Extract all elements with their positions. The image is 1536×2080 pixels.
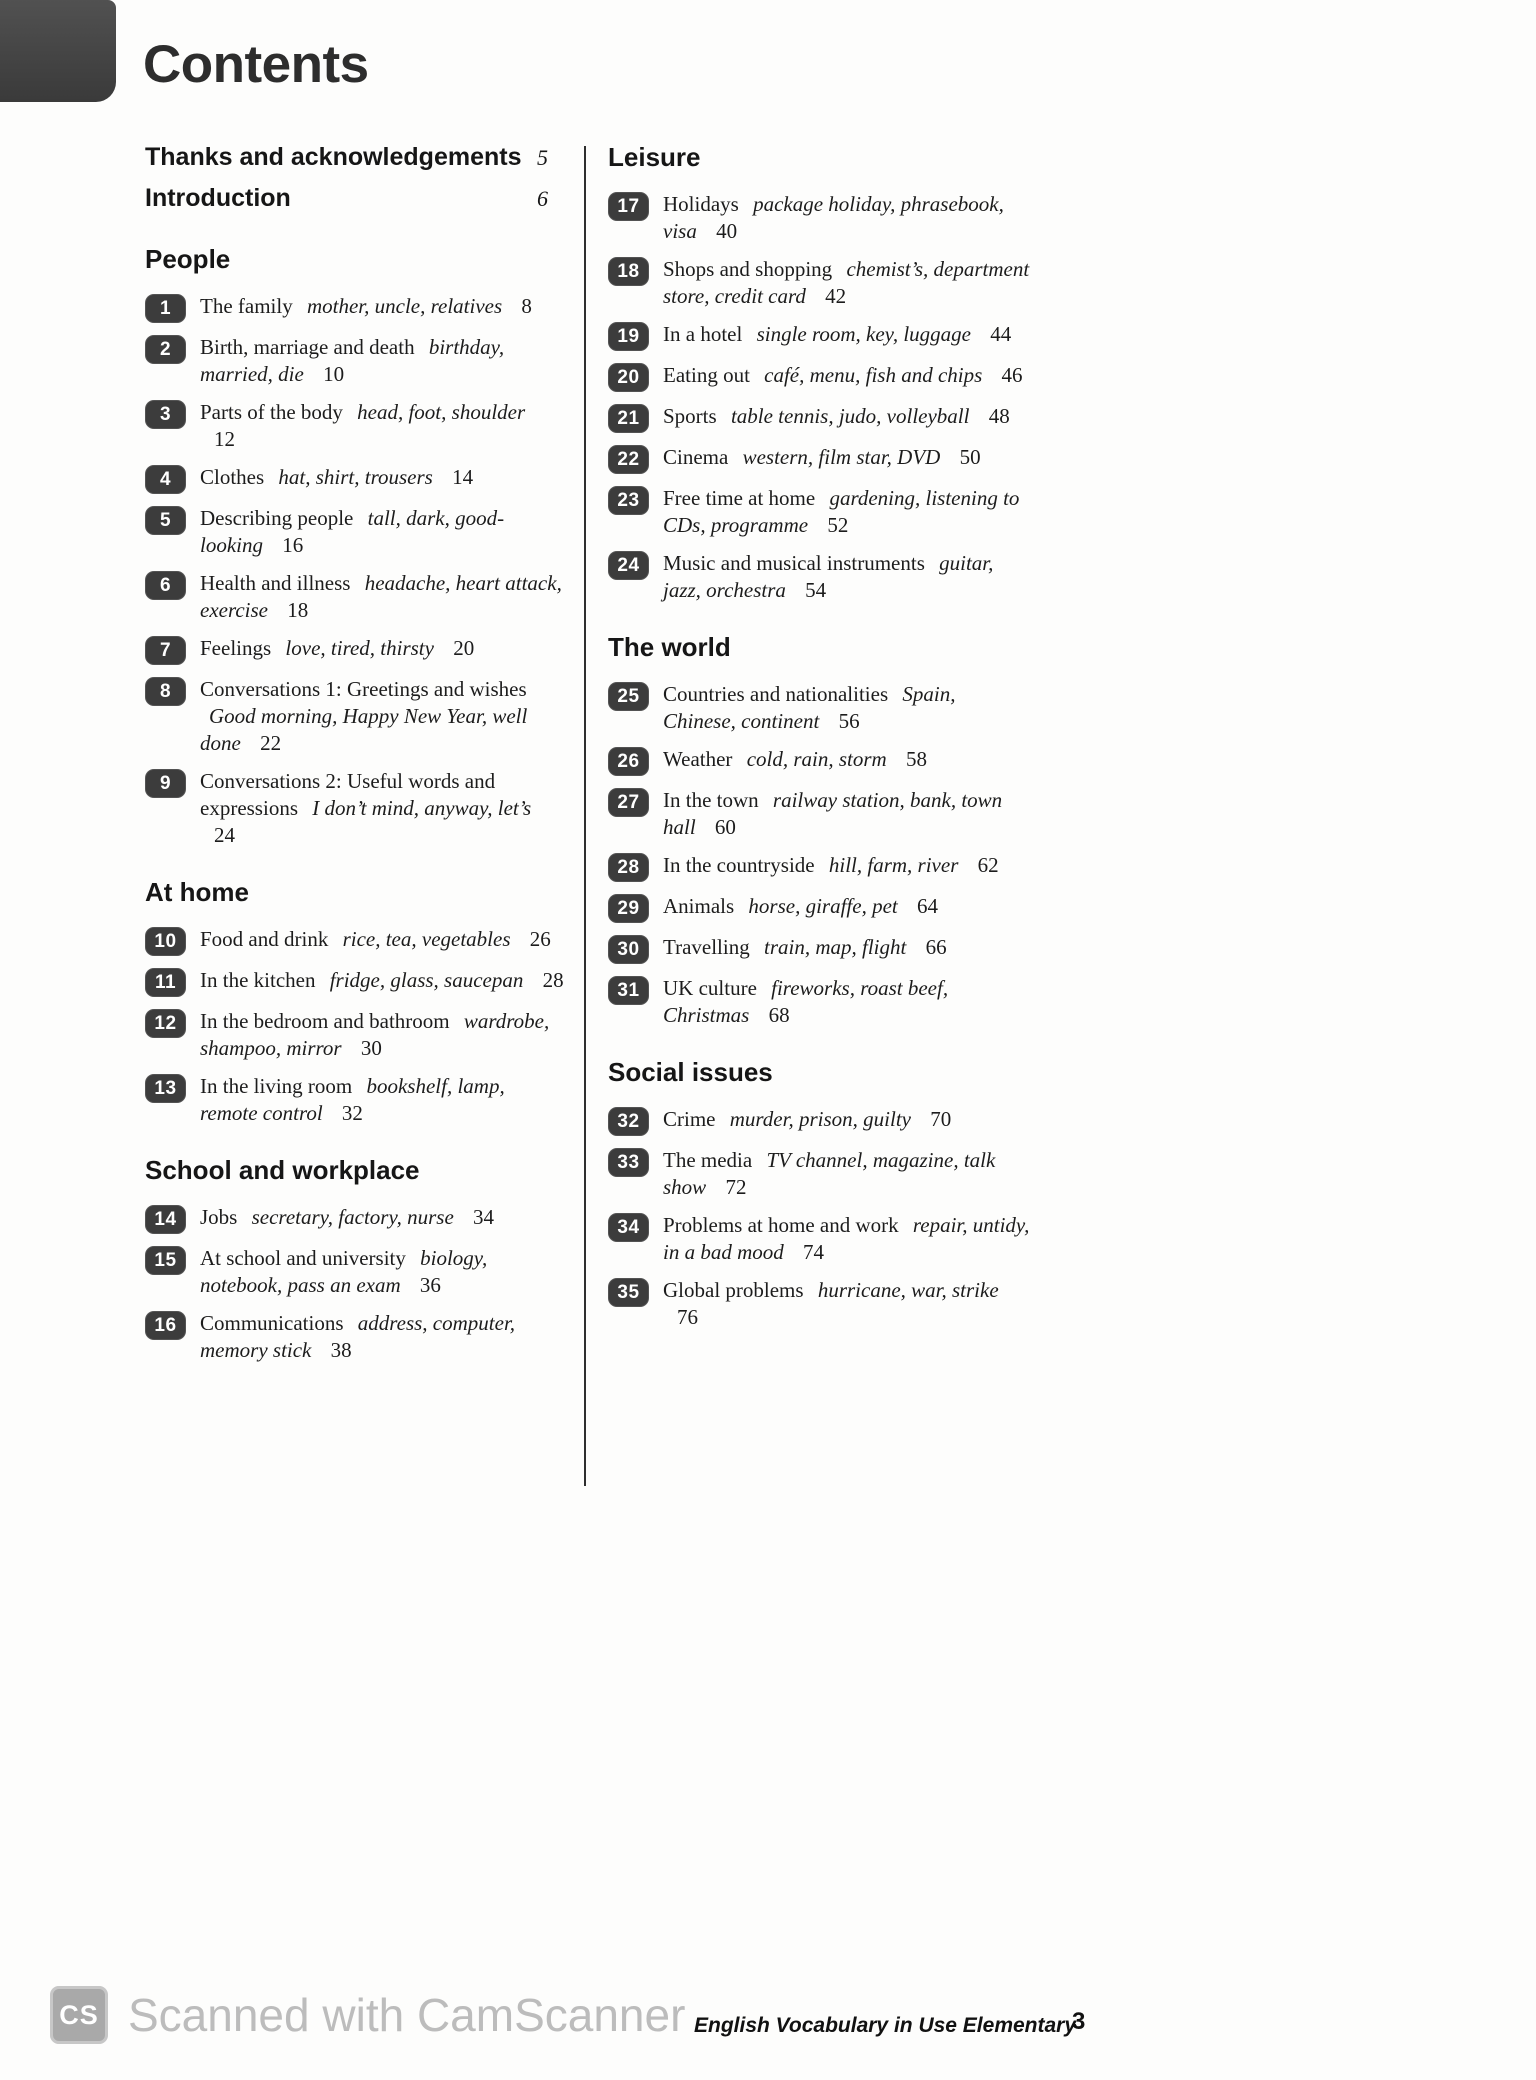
unit-number-badge: 11 xyxy=(145,968,186,997)
unit-title: In the countryside xyxy=(663,853,815,877)
column-divider xyxy=(584,146,586,1486)
section-heading: School and workplace xyxy=(145,1155,420,1185)
unit-keywords: hurricane, war, strike xyxy=(817,1278,999,1302)
section-heading: The world xyxy=(608,632,731,662)
toc-entry-text xyxy=(663,403,1032,430)
unit-title: Describing people xyxy=(200,506,354,530)
toc-entry xyxy=(608,681,1032,735)
unit-number-badge: 5 xyxy=(145,506,186,535)
unit-page: 14 xyxy=(452,465,474,489)
toc-entry-text xyxy=(663,191,1032,245)
unit-title: Clothes xyxy=(200,465,265,489)
unit-title: Problems at home and work xyxy=(663,1213,899,1237)
toc-entry-text xyxy=(200,768,565,849)
front-matter xyxy=(145,140,565,216)
unit-title: Holidays xyxy=(663,192,739,216)
unit-page: 46 xyxy=(1001,363,1023,387)
toc-entry xyxy=(608,893,1032,923)
unit-page: 24 xyxy=(214,823,235,847)
unit-keywords: wardrobe, shampoo, mirror xyxy=(200,1009,550,1060)
unit-title: Conversations 1: Greetings and wishes xyxy=(200,677,527,701)
unit-number-badge: 18 xyxy=(608,257,649,286)
unit-title: Travelling xyxy=(663,935,750,959)
unit-number-badge: 24 xyxy=(608,551,649,580)
toc-entry-text xyxy=(200,293,565,320)
unit-number-badge: 27 xyxy=(608,788,649,817)
unit-page: 58 xyxy=(905,747,927,771)
toc-entry xyxy=(608,787,1032,841)
toc-entry-text xyxy=(663,975,1032,1029)
unit-title: The family xyxy=(200,294,293,318)
camscanner-text: Scanned with CamScanner xyxy=(128,1989,686,2041)
unit-page: 8 xyxy=(521,294,532,318)
unit-title: Food and drink xyxy=(200,927,329,951)
toc-entry-text xyxy=(200,1204,565,1231)
unit-title: Feelings xyxy=(200,636,272,660)
unit-number-badge: 10 xyxy=(145,927,186,956)
unit-page: 36 xyxy=(419,1273,441,1297)
toc-entry xyxy=(145,768,565,849)
unit-title: Conversations 2: Useful words and expressions xyxy=(200,769,496,820)
toc-entry-text xyxy=(200,1008,565,1062)
unit-page: 76 xyxy=(677,1305,698,1329)
section-heading: People xyxy=(145,244,231,274)
toc-entry-text xyxy=(663,550,1032,604)
left-column xyxy=(145,140,565,1375)
right-sections xyxy=(608,142,1032,1331)
unit-number-badge: 13 xyxy=(145,1074,186,1103)
unit-number-badge: 20 xyxy=(608,363,649,392)
unit-number-badge: 8 xyxy=(145,677,186,706)
unit-number-badge: 25 xyxy=(608,682,649,711)
unit-title: Parts of the body xyxy=(200,400,343,424)
unit-keywords: headache, heart attack, exercise xyxy=(200,571,562,622)
toc-entry xyxy=(608,1277,1032,1331)
unit-title: Sports xyxy=(663,404,717,428)
unit-keywords: bookshelf, lamp, remote control xyxy=(200,1074,505,1125)
toc-entry xyxy=(145,293,565,323)
unit-title: Eating out xyxy=(663,363,750,387)
unit-number-badge: 7 xyxy=(145,636,186,665)
toc-entry xyxy=(608,934,1032,964)
unit-page: 68 xyxy=(768,1003,790,1027)
toc-entry xyxy=(608,485,1032,539)
toc-entry xyxy=(145,505,565,559)
unit-number-badge: 3 xyxy=(145,400,186,429)
unit-title: In the kitchen xyxy=(200,968,316,992)
unit-title: In the town xyxy=(663,788,759,812)
toc-entry xyxy=(608,403,1032,433)
unit-page: 20 xyxy=(453,636,475,660)
toc-entry-text xyxy=(200,1245,565,1299)
toc-entry-text xyxy=(663,681,1032,735)
toc-entry-text xyxy=(200,676,565,757)
unit-number-badge: 14 xyxy=(145,1205,186,1234)
unit-keywords: repair, untidy, in a bad mood xyxy=(663,1213,1030,1264)
section-heading: Leisure xyxy=(608,142,701,172)
unit-number-badge: 19 xyxy=(608,322,649,351)
unit-page: 28 xyxy=(542,968,564,992)
unit-keywords: western, film star, DVD xyxy=(742,445,941,469)
unit-keywords: chemist’s, department store, credit card xyxy=(663,257,1030,308)
front-matter-row xyxy=(145,181,565,216)
unit-number-badge: 4 xyxy=(145,465,186,494)
toc-entry-text xyxy=(663,444,1032,471)
toc-entry xyxy=(608,362,1032,392)
right-column xyxy=(608,140,1032,1342)
unit-page: 10 xyxy=(323,362,345,386)
section-heading: At home xyxy=(145,877,249,907)
toc-entry-text xyxy=(200,967,565,994)
unit-number-badge: 16 xyxy=(145,1311,186,1340)
toc-entry xyxy=(145,570,565,624)
unit-page: 32 xyxy=(341,1101,363,1125)
unit-page: 26 xyxy=(529,927,551,951)
unit-keywords: train, map, flight xyxy=(763,935,907,959)
toc-entry xyxy=(145,1073,565,1127)
toc-entry xyxy=(608,256,1032,310)
unit-page: 18 xyxy=(287,598,309,622)
unit-title: Countries and nationalities xyxy=(663,682,889,706)
toc-entry xyxy=(608,975,1032,1029)
unit-keywords: secretary, factory, nurse xyxy=(251,1205,454,1229)
unit-keywords: Good morning, Happy New Year, well done xyxy=(200,704,528,755)
toc-entry xyxy=(145,1008,565,1062)
unit-title: Music and musical instruments xyxy=(663,551,925,575)
unit-keywords: fridge, glass, saucepan xyxy=(329,968,524,992)
toc-entry xyxy=(608,852,1032,882)
unit-number-badge: 23 xyxy=(608,486,649,515)
toc-entry xyxy=(608,321,1032,351)
camscanner-logo-icon: CS xyxy=(50,1986,108,2044)
left-sections xyxy=(145,244,565,1364)
toc-entry-text xyxy=(200,570,565,624)
toc-entry xyxy=(608,1212,1032,1266)
toc-entry-text xyxy=(663,787,1032,841)
unit-page: 34 xyxy=(473,1205,495,1229)
unit-title: In the living room xyxy=(200,1074,353,1098)
footer-book-title: English Vocabulary in Use Elementary xyxy=(694,2014,1077,2037)
unit-number-badge: 32 xyxy=(608,1107,649,1136)
unit-title: Shops and shopping xyxy=(663,257,833,281)
toc-entry xyxy=(608,444,1032,474)
front-matter-label: Thanks and acknowledgements xyxy=(145,143,522,171)
unit-title: The media xyxy=(663,1148,753,1172)
toc-entry-text xyxy=(663,256,1032,310)
unit-title: Crime xyxy=(663,1107,716,1131)
page-title: Contents xyxy=(143,35,369,94)
toc-entry xyxy=(608,1147,1032,1201)
unit-title: Animals xyxy=(663,894,735,918)
unit-page: 72 xyxy=(725,1175,747,1199)
unit-keywords: horse, giraffe, pet xyxy=(748,894,898,918)
unit-title: Health and illness xyxy=(200,571,351,595)
toc-entry xyxy=(145,926,565,956)
unit-page: 22 xyxy=(260,731,282,755)
unit-keywords: package holiday, phrasebook, visa xyxy=(663,192,1004,243)
unit-number-badge: 22 xyxy=(608,445,649,474)
unit-keywords: single room, key, luggage xyxy=(756,322,971,346)
unit-page: 48 xyxy=(988,404,1010,428)
toc-entry-text xyxy=(200,926,565,953)
unit-title: Birth, marriage and death xyxy=(200,335,415,359)
unit-keywords: mother, uncle, relatives xyxy=(306,294,503,318)
unit-number-badge: 29 xyxy=(608,894,649,923)
unit-number-badge: 9 xyxy=(145,769,186,798)
footer-page-number: 3 xyxy=(1072,2008,1086,2035)
unit-keywords: TV channel, magazine, talk show xyxy=(663,1148,996,1199)
toc-entry-text xyxy=(200,399,565,453)
unit-keywords: biology, notebook, pass an exam xyxy=(200,1246,488,1297)
front-matter-page: 6 xyxy=(537,186,548,211)
unit-title: Free time at home xyxy=(663,486,816,510)
unit-title: UK culture xyxy=(663,976,757,1000)
toc-entry-text xyxy=(200,334,565,388)
unit-number-badge: 28 xyxy=(608,853,649,882)
unit-title: In the bedroom and bathroom xyxy=(200,1009,450,1033)
unit-keywords: rice, tea, vegetables xyxy=(342,927,511,951)
toc-entry-text xyxy=(200,1073,565,1127)
unit-page: 64 xyxy=(917,894,938,918)
unit-keywords: fireworks, roast beef, Christmas xyxy=(663,976,949,1027)
unit-page: 56 xyxy=(838,709,860,733)
toc-entry-text xyxy=(200,505,565,559)
unit-keywords: tall, dark, good-looking xyxy=(200,506,505,557)
unit-page: 30 xyxy=(360,1036,382,1060)
unit-page: 40 xyxy=(716,219,738,243)
unit-page: 44 xyxy=(990,322,1012,346)
toc-entry xyxy=(145,1310,565,1364)
toc-entry-text xyxy=(663,746,1032,773)
toc-entry-text xyxy=(200,464,565,491)
toc-entry xyxy=(145,967,565,997)
unit-number-badge: 15 xyxy=(145,1246,186,1275)
unit-title: Jobs xyxy=(200,1205,238,1229)
unit-keywords: hat, shirt, trousers xyxy=(278,465,433,489)
unit-number-badge: 21 xyxy=(608,404,649,433)
toc-entry xyxy=(145,334,565,388)
unit-number-badge: 1 xyxy=(145,294,186,323)
toc-entry-text xyxy=(663,1106,1032,1133)
unit-keywords: head, foot, shoulder xyxy=(357,400,526,424)
unit-keywords: gardening, listening to CDs, programme xyxy=(663,486,1020,537)
unit-keywords: birthday, married, die xyxy=(200,335,505,386)
toc-entry xyxy=(608,1106,1032,1136)
toc-entry xyxy=(608,746,1032,776)
toc-entry xyxy=(145,635,565,665)
toc-entry-text xyxy=(663,934,1032,961)
toc-entry-text xyxy=(663,485,1032,539)
toc-entry xyxy=(145,464,565,494)
unit-number-badge: 35 xyxy=(608,1278,649,1307)
unit-page: 38 xyxy=(330,1338,352,1362)
toc-entry-text xyxy=(200,635,565,662)
unit-number-badge: 2 xyxy=(145,335,186,364)
toc-entry-text xyxy=(663,362,1032,389)
toc-entry-text xyxy=(663,321,1032,348)
front-matter-page: 5 xyxy=(537,145,548,170)
section-heading: Social issues xyxy=(608,1057,773,1087)
unit-keywords: guitar, jazz, orchestra xyxy=(663,551,994,602)
unit-number-badge: 12 xyxy=(145,1009,186,1038)
toc-entry-text xyxy=(663,893,1032,920)
toc-entry xyxy=(608,550,1032,604)
unit-keywords: Spain, Chinese, continent xyxy=(663,682,956,733)
unit-number-badge: 33 xyxy=(608,1148,649,1177)
unit-number-badge: 6 xyxy=(145,571,186,600)
unit-page: 50 xyxy=(959,445,981,469)
unit-number-badge: 34 xyxy=(608,1213,649,1242)
unit-page: 60 xyxy=(714,815,736,839)
toc-entry-text xyxy=(663,852,1032,879)
toc-entry-text xyxy=(663,1277,1032,1331)
unit-page: 52 xyxy=(827,513,849,537)
unit-page: 42 xyxy=(825,284,847,308)
unit-keywords: I don’t mind, anyway, let’s xyxy=(312,796,532,820)
unit-title: Cinema xyxy=(663,445,729,469)
unit-page: 66 xyxy=(925,935,947,959)
unit-keywords: cold, rain, storm xyxy=(746,747,887,771)
unit-page: 74 xyxy=(803,1240,824,1264)
unit-number-badge: 31 xyxy=(608,976,649,1005)
toc-entry-text xyxy=(663,1212,1032,1266)
unit-keywords: hill, farm, river xyxy=(828,853,959,877)
unit-title: At school and university xyxy=(200,1246,406,1270)
unit-keywords: address, computer, memory stick xyxy=(200,1311,516,1362)
unit-keywords: café, menu, fish and chips xyxy=(764,363,983,387)
toc-entry xyxy=(145,1245,565,1299)
toc-entry-text xyxy=(200,1310,565,1364)
unit-keywords: love, tired, thirsty xyxy=(285,636,434,660)
unit-keywords: railway station, bank, town hall xyxy=(663,788,1003,839)
unit-title: Communications xyxy=(200,1311,344,1335)
unit-title: Global problems xyxy=(663,1278,804,1302)
unit-keywords: table tennis, judo, volleyball xyxy=(730,404,970,428)
front-matter-row xyxy=(145,140,565,175)
unit-page: 62 xyxy=(977,853,999,877)
unit-page: 12 xyxy=(214,427,235,451)
unit-title: In a hotel xyxy=(663,322,743,346)
unit-number-badge: 26 xyxy=(608,747,649,776)
corner-tab xyxy=(0,0,116,102)
toc-entry xyxy=(145,1204,565,1234)
unit-number-badge: 17 xyxy=(608,192,649,221)
toc-entry xyxy=(145,676,565,757)
toc-entry xyxy=(145,399,565,453)
camscanner-watermark xyxy=(50,1986,685,2044)
toc-entry-text xyxy=(663,1147,1032,1201)
front-matter-label: Introduction xyxy=(145,184,291,212)
unit-number-badge: 30 xyxy=(608,935,649,964)
unit-page: 16 xyxy=(282,533,304,557)
unit-title: Weather xyxy=(663,747,733,771)
toc-entry xyxy=(608,191,1032,245)
unit-page: 54 xyxy=(805,578,827,602)
unit-keywords: murder, prison, guilty xyxy=(729,1107,911,1131)
unit-page: 70 xyxy=(930,1107,952,1131)
